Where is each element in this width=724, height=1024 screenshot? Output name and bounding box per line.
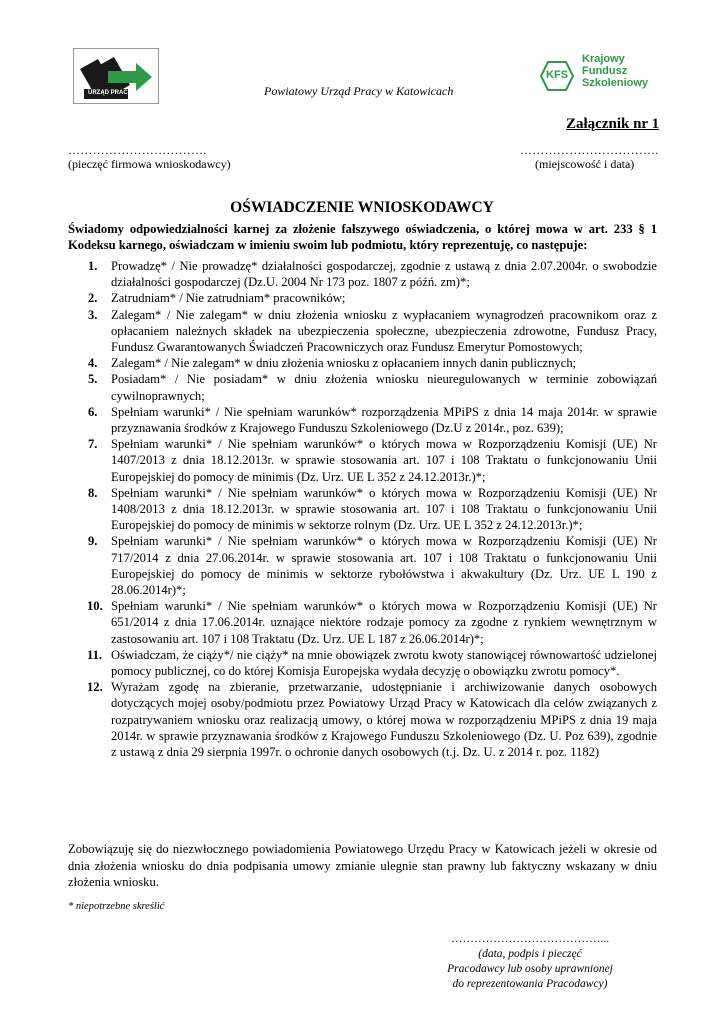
- item-text: Oświadczam, że ciąży*/ nie ciąży* na mnie obowiązek zwrotu kwoty stanowiącej równowartość udzielonej pomocy publicznej, co do której Komisja Europejska wydała decyzję o obowiązku zwrotu pomocy*.: [111, 647, 657, 679]
- list-item: [68, 533, 657, 598]
- signature-block: [430, 932, 630, 992]
- item-number: 5.: [88, 372, 98, 387]
- declaration-list: [68, 258, 657, 760]
- item-number: 8.: [88, 485, 98, 500]
- item-number: 10.: [87, 599, 103, 614]
- item-text: Spełniam warunki* / Nie spełniam warunków* rozporządzenia MPiPS z dnia 14 maja 2014r. w sprawie przyznawania środków z Krajowego Funduszu Szkoleniowego (Dz.U z 2014r., poz. 639);: [111, 404, 657, 436]
- item-number: 7.: [88, 437, 98, 452]
- list-item: [68, 404, 657, 436]
- list-item: [68, 258, 657, 290]
- item-number: 11.: [87, 647, 103, 662]
- list-item: [68, 436, 657, 485]
- item-number: 3.: [88, 307, 98, 322]
- closing-paragraph: Zobowiązuję się do niezwłocznego powiadomienia Powiatowego Urzędu Pracy w Katowicach jeżeli w okresie od dnia złożenia wniosku do dnia podpisania umowy zmianie ulegnie stan prawny lub faktyczny wskazany w dniu złożenia wniosku.: [68, 842, 657, 889]
- kfs-name: [582, 53, 648, 89]
- declaration-intro: Świadomy odpowiedzialności karnej za złożenie fałszywego oświadczenia, o której mowa w art. 233 § 1 Kodeksu karnego, oświadczam w imieniu swoim lub podmiotu, który reprezentuję, co następuje:: [68, 222, 657, 252]
- signature-caption-line: Pracodawcy lub osoby uprawnionej: [447, 963, 613, 975]
- item-text: Posiadam* / Nie posiadam* w dniu złożenia wniosku nieuregulowanych w terminie zobowiązań cywilnoprawnych;: [111, 372, 657, 403]
- item-text: Zatrudniam* / Nie zatrudniam* pracowników;: [111, 291, 346, 306]
- stamp-caption: (pieczęć firmowa wnioskodawcy): [68, 157, 231, 171]
- item-number: 9.: [88, 534, 98, 549]
- list-item: [68, 290, 657, 306]
- item-text: Zalegam* / Nie zalegam* w dniu złożenia wniosku z opłacaniem innych danin publicznych;: [111, 356, 577, 371]
- item-text: Zalegam* / Nie zalegam* w dniu złożenia wniosku z wypłacaniem wynagrodzeń pracownikom oraz z opłacaniem należnych składek na ubezpieczenia społeczne, ubezpieczenia zdrowotne, Fundusz Pracy, Fundusz Gwarantowanych Świadczeń Pracowniczych oraz Fundusz Emerytur Pomostowych;: [111, 307, 657, 355]
- item-number: 1.: [88, 259, 98, 273]
- item-text: Prowadzę* / Nie prowadzę* działalności gospodarczej, zgodnie z ustawą z dnia 2.07.2004r. o swobodzie działalności gospodarczej (Dz.U. 2004 Nr 173 poz. 1807 z późń. zm)*;: [111, 259, 657, 290]
- list-item: [68, 355, 657, 371]
- document-title: OŚWIADCZENIE WNIOSKODAWCY: [230, 199, 494, 216]
- kfs-logo: [540, 47, 650, 99]
- attachment-label: Załącznik nr 1: [566, 116, 660, 132]
- list-item: [68, 307, 657, 356]
- item-number: 12.: [87, 680, 103, 695]
- kfs-name-line: Krajowy: [582, 53, 625, 65]
- item-text: Spełniam warunki* / Nie spełniam warunków* o których mowa w Rozporządzeniu Komisji (UE) Nr 1408/2013 z dnia 18.12.2013r. w sprawie stosowania art. 107 i 108 Traktatu o funkcjonowaniu Unii Europejskiej do pomocy de minimis w sektorze rolnym (Dz. Urz. UE L 352 z 24.12.2013r.)*;: [111, 485, 657, 533]
- signature-dots: …………………………………...: [450, 933, 610, 945]
- signature-caption-line: (data, podpis i pieczęć: [478, 948, 582, 960]
- kfs-name-line: Fundusz: [582, 65, 628, 77]
- item-number: 6.: [88, 404, 98, 419]
- place-date-dots: …………………………….: [520, 143, 659, 157]
- list-item: [68, 371, 657, 403]
- urzad-pracy-logo-caption: URZĄD PRACY: [88, 90, 132, 96]
- kfs-badge-text: KFS: [546, 69, 568, 81]
- item-text: Spełniam warunki* / Nie spełniam warunków* o których mowa w Rozporządzeniu Komisji (UE) Nr 1407/2013 z dnia 18.12.2013r. w sprawie stosowania art. 107 i 108 Traktatu o funkcjonowaniu Unii Europejskiej do pomocy de minimis (Dz. Urz. UE L 352 z 24.12.2013r.)*;: [111, 437, 657, 484]
- item-number: 4.: [88, 356, 98, 371]
- list-item: [68, 485, 657, 534]
- stamp-dots: …………………………….: [68, 143, 207, 157]
- list-item: [68, 598, 657, 647]
- list-item: [68, 647, 657, 679]
- list-item: [68, 679, 657, 760]
- kfs-name-line: Szkoleniowy: [582, 77, 649, 89]
- footnote: * niepotrzebne skreślić: [68, 901, 165, 912]
- office-name: Powiatowy Urząd Pracy w Katowicach: [264, 84, 454, 98]
- urzad-pracy-logo: [73, 48, 159, 104]
- place-date-caption: (miejscowość i data): [535, 157, 635, 171]
- signature-caption-line: do reprezentowania Pracodawcy): [452, 978, 608, 990]
- item-number: 2.: [88, 291, 98, 306]
- item-text: Spełniam warunki* / Nie spełniam warunków* o których mowa w Rozporządzeniu Komisji (UE) Nr 717/2014 z dnia 27.06.2014r. w sprawie stosowania art. 107 i 108 Traktatu o funkcjonowaniu Unii Europejskiej do pomocy de minimis w sektorze rybołówstwa i akwakultury (Dz. Urz. UE L 190 z 28.06.2014r)*;: [111, 534, 657, 598]
- item-text: Spełniam warunki* / Nie spełniam warunków* o których mowa w Rozporządzeniu Komisji (UE) Nr 651/2014 z dnia 17.06.2014r. uznające niektóre rodzaje pomocy za zgodne z rynkiem wewnętrznym w zastosowaniu art. 107 i 108 Traktatu (Dz. Urz. UE L 187 z 26.06.2014r)*;: [111, 599, 657, 646]
- item-text: Wyrażam zgodę na zbieranie, przetwarzanie, udostępnianie i archiwizowanie danych osobowych dotyczących mojej osoby/podmiotu przez Powiatowy Urząd Pracy w Katowicach dla celów związanych z rozpatrywaniem wniosku oraz realizacją umowy, o której mowa w rozporządzeniu MPiPS z dnia 19 maja 2014r. w sprawie przyznawania środków z Krajowego Funduszu Szkoleniowego (Dz. U. Poz 639), zgodnie z ustawą z dnia 29 sierpnia 1997r. o ochronie danych osobowych (t.j. Dz. U. z 2014 r. poz. 1182): [111, 680, 657, 760]
